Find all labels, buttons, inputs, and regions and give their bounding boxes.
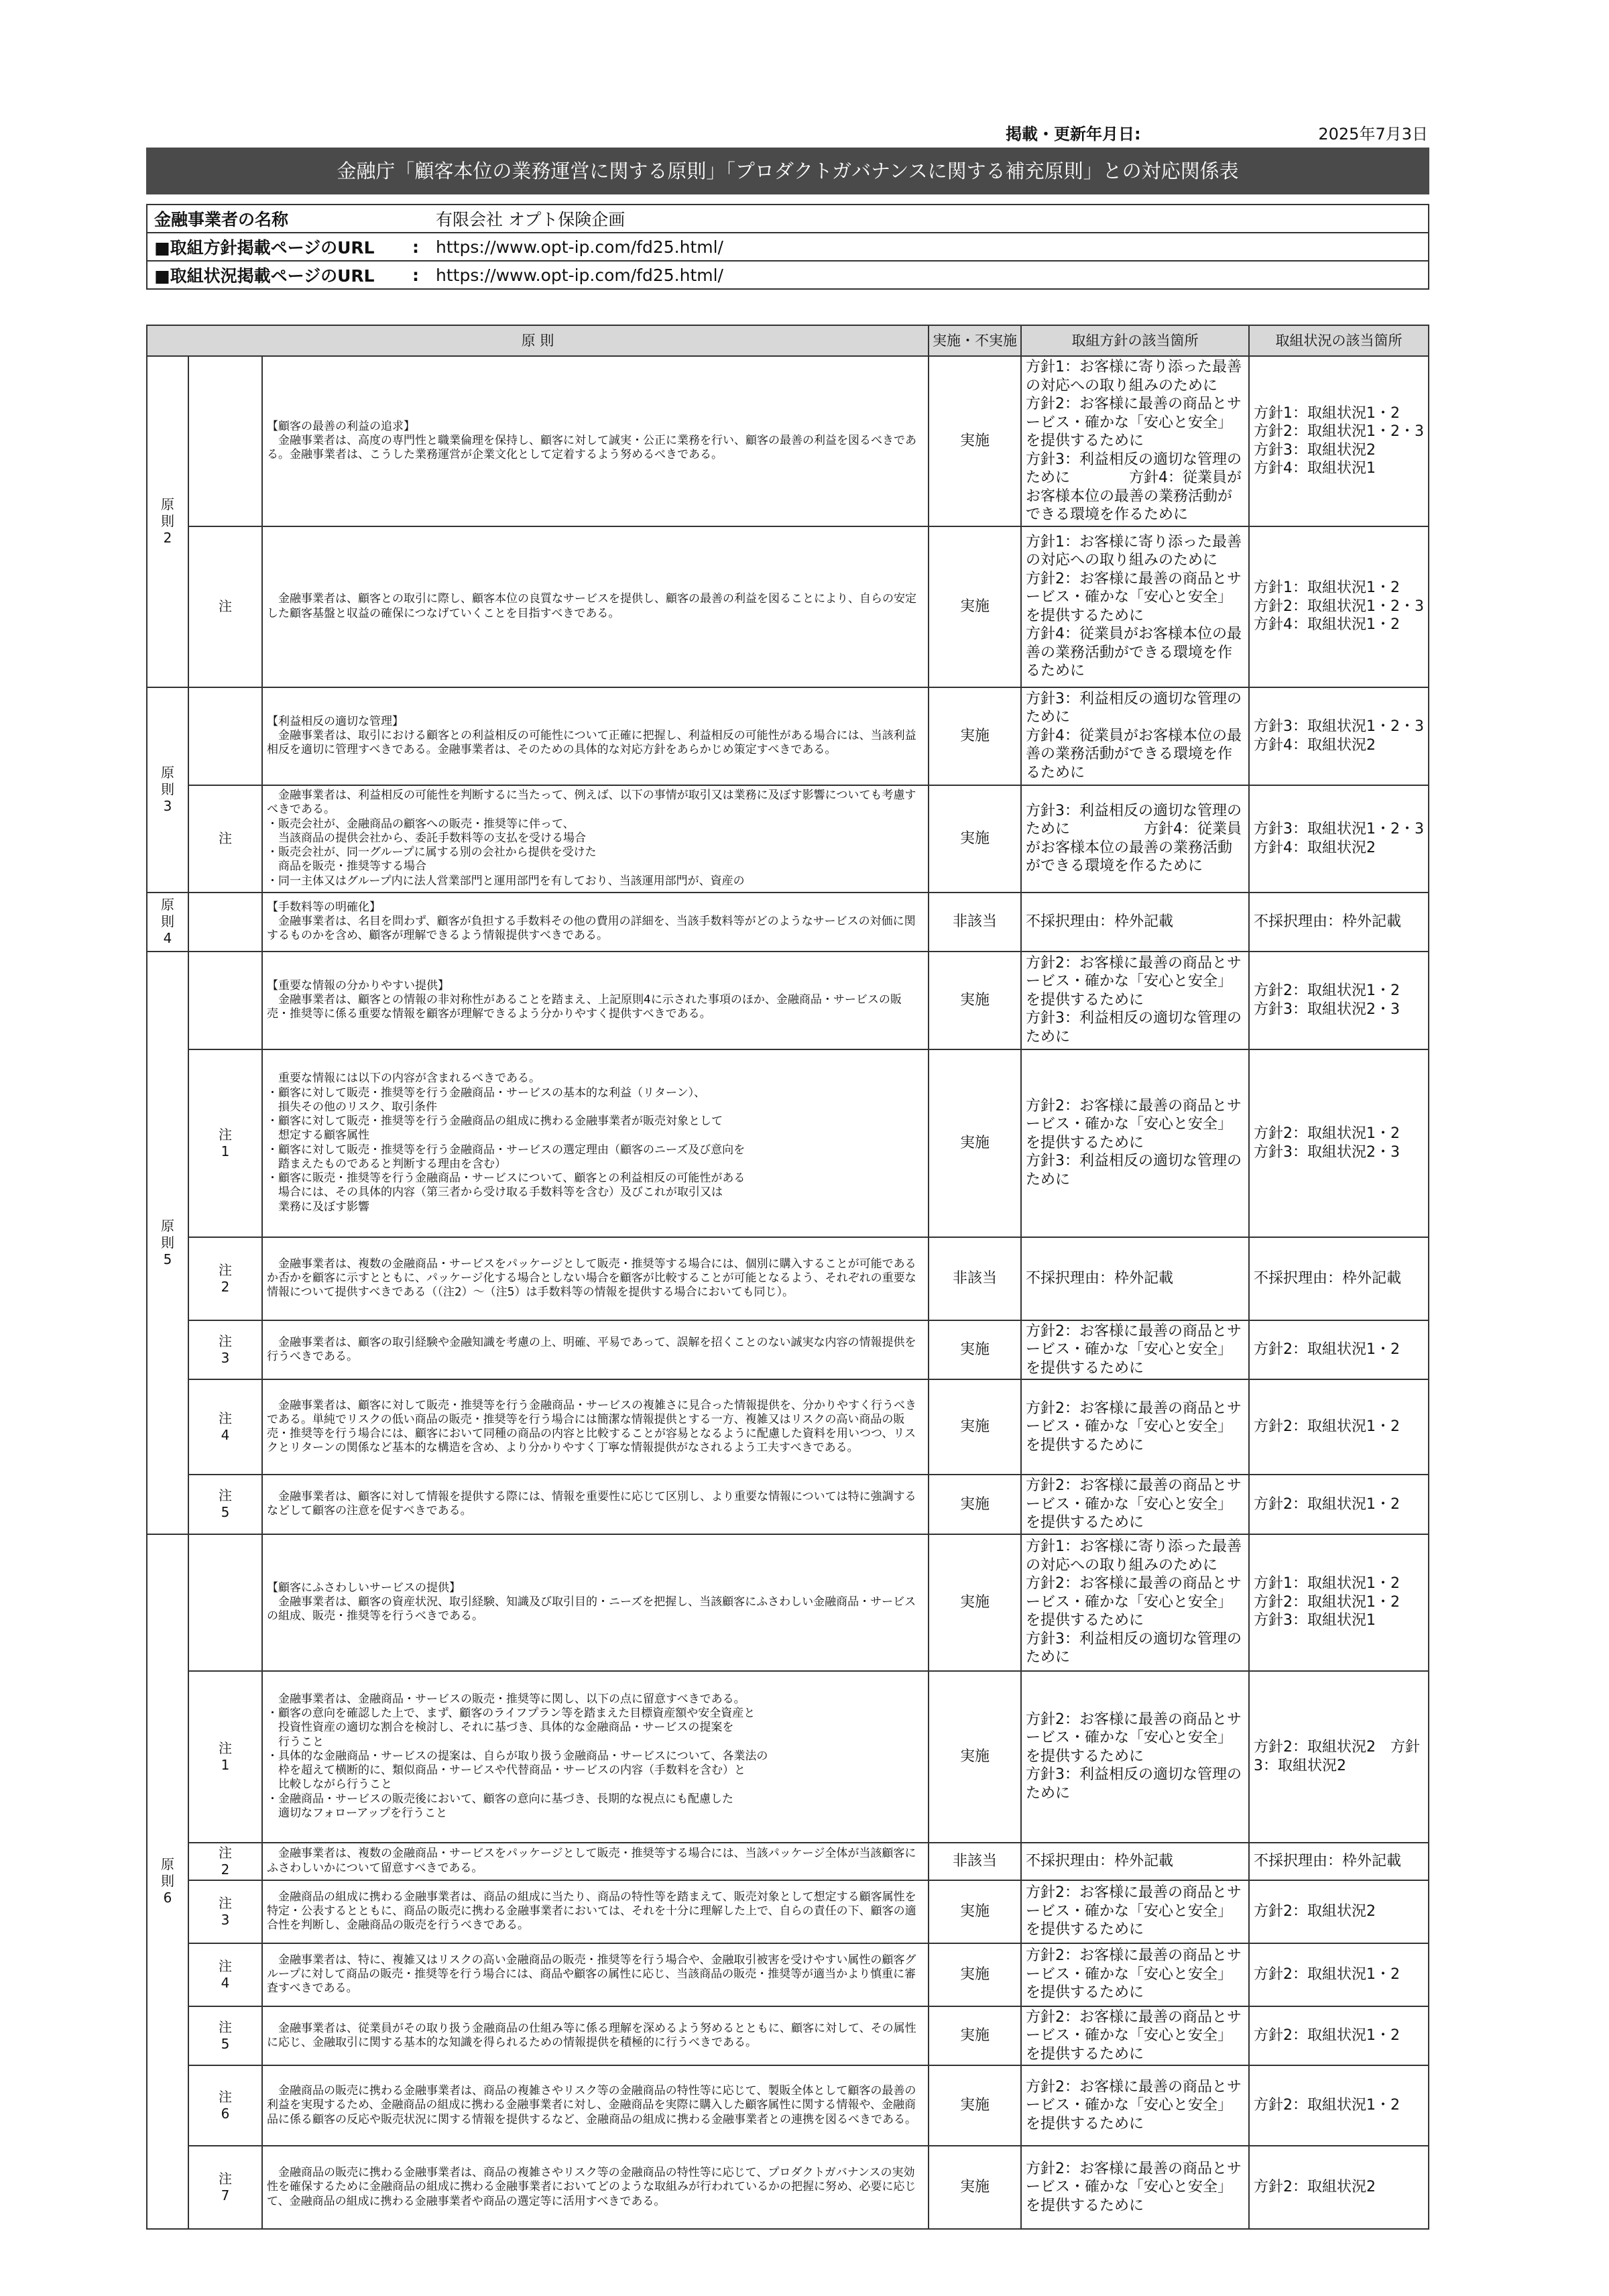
implementation-status: 実施 xyxy=(929,526,1021,687)
implementation-status: 実施 xyxy=(929,1671,1021,1843)
company-row xyxy=(147,205,1429,233)
table-row xyxy=(147,952,1429,1049)
note-number: 注 1 xyxy=(188,1049,262,1237)
principle-number-label: 原 則 4 xyxy=(161,897,174,946)
principle-text: 金融事業者は、特に、複雑又はリスクの高い金融商品の販売・推奨等を行う場合や、金融取引被害を受けやすい属性の顧客グループに対して商品の販売・推奨等を行う場合には、商品や顧客の属性に応じ、当該商品の販売・推奨等が適当かより慎重に審査すべきである。 xyxy=(262,1943,929,2006)
policy-reference: 方針2：お客様に最善の商品とサービス・確かな「安心と安全」を提供するために 方針3：利益相反の適切な管理のために xyxy=(1021,1049,1249,1237)
note-number: 注 2 xyxy=(188,1843,262,1880)
status-reference: 方針2：取組状況2 xyxy=(1249,1880,1429,1943)
note-number: 注 5 xyxy=(188,1475,262,1534)
table-row xyxy=(147,1534,1429,1671)
principle-number-label: 原 則 3 xyxy=(161,764,174,814)
table-row xyxy=(147,687,1429,785)
table-body xyxy=(147,356,1429,2229)
principle-text: 金融商品の組成に携わる金融事業者は、商品の組成に当たり、商品の特性等を踏まえて、販売対象として想定する顧客属性を特定・公表するとともに、商品の販売に携わる金融事業者においては、それを十分に理解した上で、自らの責任の下、顧客の適合性を判断し、金融商品の販売を行うべきである。 xyxy=(262,1880,929,1943)
status-url-label: ■取組状況掲載ページのURL xyxy=(147,261,402,289)
note-number xyxy=(188,952,262,1049)
implementation-status: 実施 xyxy=(929,952,1021,1049)
implementation-status: 実施 xyxy=(929,687,1021,785)
company-name: 有限会社 オプト保険企画 xyxy=(429,205,1429,233)
status-reference: 方針2：取組状況1・2 方針3：取組状況2・3 xyxy=(1249,952,1429,1049)
principle-text: 【利益相反の適切な管理】 金融事業者は、取引における顧客との利益相反の可能性について正確に把握し、利益相反の可能性がある場合には、当該利益相反を適切に管理すべきである。金融事業者は、そのための具体的な対応方針をあらかじめ策定すべきである。 xyxy=(262,687,929,785)
policy-reference: 方針2：お客様に最善の商品とサービス・確かな「安心と安全」を提供するために 方針3：利益相反の適切な管理のために xyxy=(1021,1671,1249,1843)
implementation-status: 実施 xyxy=(929,1475,1021,1534)
principle-number xyxy=(147,687,188,893)
status-url[interactable]: https://www.opt-ip.com/fd25.html/ xyxy=(429,261,1429,289)
principle-number-label: 原 則 2 xyxy=(161,496,174,547)
implementation-status: 実施 xyxy=(929,785,1021,893)
note-number: 注 6 xyxy=(188,2065,262,2146)
implementation-status: 実施 xyxy=(929,1049,1021,1237)
policy-reference: 方針2：お客様に最善の商品とサービス・確かな「安心と安全」を提供するために 方針3：利益相反の適切な管理のために xyxy=(1021,952,1249,1049)
policy-reference: 方針1：お客様に寄り添った最善の対応への取り組みのために 方針2：お客様に最善の商品とサービス・確かな「安心と安全」を提供するために 方針3：利益相反の適切な管理のために 方針4：従業員がお客様本位の最善の業務活動ができる環境を作るために xyxy=(1021,356,1249,526)
policy-reference: 方針3：利益相反の適切な管理のために 方針4：従業員がお客様本位の最善の業務活動ができる環境を作るために xyxy=(1021,687,1249,785)
note-number: 注 4 xyxy=(188,1943,262,2006)
principle-text: 【顧客にふさわしいサービスの提供】 金融事業者は、顧客の資産状況、取引経験、知識及び取引目的・ニーズを把握し、当該顧客にふさわしい金融商品・サービスの組成、販売・推奨等を行うべきである。 xyxy=(262,1534,929,1671)
policy-reference: 方針2：お客様に最善の商品とサービス・確かな「安心と安全」を提供するために xyxy=(1021,1880,1249,1943)
update-date-line xyxy=(1006,121,1428,144)
status-reference: 方針3：取組状況1・2・3 方針4：取組状況2 xyxy=(1249,785,1429,893)
table-row xyxy=(147,356,1429,526)
policy-url-label: ■取組方針掲載ページのURL xyxy=(147,233,402,261)
note-number: 注 3 xyxy=(188,1320,262,1380)
status-reference: 方針2：取組状況1・2 方針3：取組状況2・3 xyxy=(1249,1049,1429,1237)
implementation-status: 実施 xyxy=(929,2146,1021,2229)
status-reference: 方針1：取組状況1・2 方針2：取組状況1・2・3 方針3：取組状況2 方針4：取組状況1 xyxy=(1249,356,1429,526)
note-number xyxy=(188,893,262,952)
table-row xyxy=(147,526,1429,687)
status-reference: 不採択理由：枠外記載 xyxy=(1249,893,1429,952)
implementation-status: 実施 xyxy=(929,356,1021,526)
header-implemented: 実施・不実施 xyxy=(929,325,1021,356)
principle-number xyxy=(147,893,188,952)
note-number: 注 5 xyxy=(188,2006,262,2066)
principle-text: 金融事業者は、従業員がその取り扱う金融商品の仕組み等に係る理解を深めるよう努めるとともに、顧客に対して、その属性に応じ、金融取引に関する基本的な知識を得られるための情報提供を積極的に行うべきである。 xyxy=(262,2006,929,2066)
status-reference: 不採択理由：枠外記載 xyxy=(1249,1237,1429,1320)
principle-number-label: 原 則 6 xyxy=(161,1856,174,1906)
status-reference: 方針2：取組状況1・2 xyxy=(1249,2006,1429,2066)
note-number: 注 3 xyxy=(188,1880,262,1943)
note-number: 注 4 xyxy=(188,1379,262,1475)
principle-text: 金融事業者は、複数の金融商品・サービスをパッケージとして販売・推奨等する場合には、当該パッケージ全体が当該顧客にふさわしいかについて留意すべきである。 xyxy=(262,1843,929,1880)
status-url-row xyxy=(147,261,1429,289)
note-number xyxy=(188,687,262,785)
status-reference: 方針1：取組状況1・2 方針2：取組状況1・2・3 方針4：取組状況1・2 xyxy=(1249,526,1429,687)
note-number: 注 7 xyxy=(188,2146,262,2229)
company-label: 金融事業者の名称 xyxy=(147,205,402,233)
implementation-status: 実施 xyxy=(929,2065,1021,2146)
policy-reference: 不採択理由：枠外記載 xyxy=(1021,893,1249,952)
table-row xyxy=(147,1379,1429,1475)
table-row xyxy=(147,1880,1429,1943)
status-reference: 方針1：取組状況1・2 方針2：取組状況1・2 方針3：取組状況1 xyxy=(1249,1534,1429,1671)
company-sep xyxy=(402,205,429,233)
status-reference: 不採択理由：枠外記載 xyxy=(1249,1843,1429,1880)
table-row xyxy=(147,1671,1429,1843)
note-number: 注 1 xyxy=(188,1671,262,1843)
table-row xyxy=(147,2065,1429,2146)
implementation-status: 実施 xyxy=(929,1943,1021,2006)
date-value: 2025年7月3日 xyxy=(1318,125,1428,144)
table-row xyxy=(147,785,1429,893)
table-row xyxy=(147,1475,1429,1534)
table-row xyxy=(147,1049,1429,1237)
table-row xyxy=(147,1943,1429,2006)
implementation-status: 非該当 xyxy=(929,893,1021,952)
table-header-row xyxy=(147,325,1429,356)
principle-text: 【顧客の最善の利益の追求】 金融事業者は、高度の専門性と職業倫理を保持し、顧客に対して誠実・公正に業務を行い、顧客の最善の利益を図るべきである。金融事業者は、こうした業務運営が企業文化として定着するよう努めるべきである。 xyxy=(262,356,929,526)
principle-text: 【手数料等の明確化】 金融事業者は、名目を問わず、顧客が負担する手数料その他の費用の詳細を、当該手数料等がどのようなサービスの対価に関するものかを含め、顧客が理解できるよう情報提供すべきである。 xyxy=(262,893,929,952)
status-reference: 方針2：取組状況2 方針3：取組状況2 xyxy=(1249,1671,1429,1843)
note-number: 注 xyxy=(188,526,262,687)
principle-text: 金融事業者は、金融商品・サービスの販売・推奨等に関し、以下の点に留意すべきである。 ・顧客の意向を確認した上で、まず、顧客のライフプラン等を踏まえた目標資産額や安全資産と 投資性資産の適切な割合を検討し、それに基づき、具体的な金融商品・サービスの提案を 行うこと ・具体的な金融商品・サービスの提案は、自らが取り扱う金融商品・サービスについて、各業法の 枠を超えて横断的に、類似商品・サービスや代替商品・サービスの内容（手数料を含む）と 比較しながら行うこと ・金融商品・サービスの販売後において、顧客の意向に基づき、長期的な視点にも配慮した 適切なフォローアップを行うこと xyxy=(262,1671,929,1843)
policy-reference: 方針2：お客様に最善の商品とサービス・確かな「安心と安全」を提供するために xyxy=(1021,1320,1249,1380)
implementation-status: 実施 xyxy=(929,1379,1021,1475)
policy-url-sep: : xyxy=(402,233,429,261)
status-reference: 方針2：取組状況1・2 xyxy=(1249,1475,1429,1534)
policy-reference: 方針2：お客様に最善の商品とサービス・確かな「安心と安全」を提供するために xyxy=(1021,2146,1249,2229)
policy-reference: 方針2：お客様に最善の商品とサービス・確かな「安心と安全」を提供するために xyxy=(1021,1379,1249,1475)
note-number: 注 2 xyxy=(188,1237,262,1320)
policy-reference: 方針1：お客様に寄り添った最善の対応への取り組みのために 方針2：お客様に最善の商品とサービス・確かな「安心と安全」を提供するために 方針3：利益相反の適切な管理のために xyxy=(1021,1534,1249,1671)
status-reference: 方針2：取組状況2 xyxy=(1249,2146,1429,2229)
principle-text: 金融事業者は、複数の金融商品・サービスをパッケージとして販売・推奨等する場合には、個別に購入することが可能であるか否かを顧客に示すとともに、パッケージ化する場合としない場合を顧客が比較することが可能となるよう、それぞれの重要な情報について提供すべきである（（注2）～（注5）は手数料等の情報を提供する場合においても同じ）。 xyxy=(262,1237,929,1320)
implementation-status: 実施 xyxy=(929,1534,1021,1671)
principle-number xyxy=(147,356,188,687)
table-row xyxy=(147,893,1429,952)
implementation-status: 非該当 xyxy=(929,1237,1021,1320)
principle-text: 金融事業者は、顧客の取引経験や金融知識を考慮の上、明確、平易であって、誤解を招くことのない誠実な内容の情報提供を行うべきである。 xyxy=(262,1320,929,1380)
status-reference: 方針3：取組状況1・2・3 方針4：取組状況2 xyxy=(1249,687,1429,785)
company-info-table xyxy=(146,204,1429,290)
policy-reference: 不採択理由：枠外記載 xyxy=(1021,1237,1249,1320)
table-row xyxy=(147,1237,1429,1320)
principle-text: 金融事業者は、顧客に対して情報を提供する際には、情報を重要性に応じて区別し、より重要な情報については特に強調するなどして顧客の注意を促すべきである。 xyxy=(262,1475,929,1534)
note-number: 注 xyxy=(188,785,262,893)
policy-reference: 方針2：お客様に最善の商品とサービス・確かな「安心と安全」を提供するために xyxy=(1021,2006,1249,2066)
policy-reference: 方針1：お客様に寄り添った最善の対応への取り組みのために 方針2：お客様に最善の商品とサービス・確かな「安心と安全」を提供するために 方針4：従業員がお客様本位の最善の業務活動ができる環境を作るために xyxy=(1021,526,1249,687)
principle-number xyxy=(147,952,188,1534)
principle-text: 金融事業者は、顧客に対して販売・推奨等を行う金融商品・サービスの複雑さに見合った情報提供を、分かりやすく行うべきである。単純でリスクの低い商品の販売・推奨等を行う場合には簡潔な情報提供とする一方、複雑又はリスクの高い商品の販売・推奨等を行う場合には、顧客において同種の商品の内容と比較することが容易となるように配慮した資料を用いつつ、リスクとリターンの関係など基本的な構造を含め、より分かりやすく丁寧な情報提供がなされるよう工夫すべきである。 xyxy=(262,1379,929,1475)
status-reference: 方針2：取組状況1・2 xyxy=(1249,1320,1429,1380)
principle-text: 金融事業者は、顧客との取引に際し、顧客本位の良質なサービスを提供し、顧客の最善の利益を図ることにより、自らの安定した顧客基盤と収益の確保につなげていくことを目指すべきである。 xyxy=(262,526,929,687)
status-reference: 方針2：取組状況1・2 xyxy=(1249,2065,1429,2146)
status-reference: 方針2：取組状況1・2 xyxy=(1249,1943,1429,2006)
table-row xyxy=(147,1320,1429,1380)
correspondence-table xyxy=(146,325,1429,2230)
header-policy: 取組方針の該当箇所 xyxy=(1021,325,1249,356)
status-url-sep: : xyxy=(402,261,429,289)
principle-text: 重要な情報には以下の内容が含まれるべきである。 ・顧客に対して販売・推奨等を行う金融商品・サービスの基本的な利益（リターン）、 損失その他のリスク、取引条件 ・顧客に対して販売・推奨等を行う金融商品の組成に携わる金融事業者が販売対象として 想定する顧客属性 ・顧客に対して販売・推奨等を行う金融商品・サービスの選定理由（顧客のニーズ及び意向を 踏まえたものであると判断する理由を含む） ・顧客に販売・推奨等を行う金融商品・サービスについて、顧客との利益相反の可能性がある 場合には、その具体的内容（第三者から受け取る手数料等を含む）及びこれが取引又は 業務に及ぼす影響 xyxy=(262,1049,929,1237)
header-principle: 原 則 xyxy=(147,325,929,356)
date-label: 掲載・更新年月日: xyxy=(1006,125,1141,144)
principle-text: 金融商品の販売に携わる金融事業者は、商品の複雑さやリスク等の金融商品の特性等に応じて、プロダクトガバナンスの実効性を確保するために金融商品の組成に携わる金融事業者においてどのような取組みが行われているかの把握に努め、必要に応じて、金融商品の組成に携わる金融事業者や商品の選定等に活用すべきである。 xyxy=(262,2146,929,2229)
principle-number-label: 原 則 5 xyxy=(161,1217,174,1267)
implementation-status: 非該当 xyxy=(929,1843,1021,1880)
policy-reference: 方針2：お客様に最善の商品とサービス・確かな「安心と安全」を提供するために xyxy=(1021,1475,1249,1534)
policy-reference: 不採択理由：枠外記載 xyxy=(1021,1843,1249,1880)
principle-number xyxy=(147,1534,188,2230)
table-row xyxy=(147,1843,1429,1880)
principle-text: 金融商品の販売に携わる金融事業者は、商品の複雑さやリスク等の金融商品の特性等に応じて、製販全体として顧客の最善の利益を実現するため、金融商品の組成に携わる金融事業者に対し、金融商品を実際に購入した顧客属性に関する情報や、金融商品に係る顧客の反応や販売状況に関する情報を提供するなど、金融商品の組成に携わる金融事業者との連携を図るべきである。 xyxy=(262,2065,929,2146)
status-reference: 方針2：取組状況1・2 xyxy=(1249,1379,1429,1475)
policy-reference: 方針2：お客様に最善の商品とサービス・確かな「安心と安全」を提供するために xyxy=(1021,1943,1249,2006)
table-row xyxy=(147,2006,1429,2066)
principle-text: 金融事業者は、利益相反の可能性を判断するに当たって、例えば、以下の事情が取引又は業務に及ぼす影響についても考慮すべきである。 ・販売会社が、金融商品の顧客への販売・推奨等に伴って、 当該商品の提供会社から、委託手数料等の支払を受ける場合 ・販売会社が、同一グループに属する別の会社から提供を受けた 商品を販売・推奨等する場合 ・同一主体又はグループ内に法人営業部門と運用部門を有しており、当該運用部門が、資産の xyxy=(262,785,929,893)
page-title: 金融庁「顧客本位の業務運営に関する原則」「プロダクトガバナンスに関する補充原則」との対応関係表 xyxy=(146,148,1429,194)
note-number xyxy=(188,356,262,526)
implementation-status: 実施 xyxy=(929,1880,1021,1943)
policy-url-row xyxy=(147,233,1429,261)
note-number xyxy=(188,1534,262,1671)
policy-reference: 方針3：利益相反の適切な管理のために 方針4：従業員がお客様本位の最善の業務活動ができる環境を作るために xyxy=(1021,785,1249,893)
policy-url[interactable]: https://www.opt-ip.com/fd25.html/ xyxy=(429,233,1429,261)
policy-reference: 方針2：お客様に最善の商品とサービス・確かな「安心と安全」を提供するために xyxy=(1021,2065,1249,2146)
header-status: 取組状況の該当箇所 xyxy=(1249,325,1429,356)
table-row xyxy=(147,2146,1429,2229)
implementation-status: 実施 xyxy=(929,2006,1021,2066)
implementation-status: 実施 xyxy=(929,1320,1021,1380)
principle-text: 【重要な情報の分かりやすい提供】 金融事業者は、顧客との情報の非対称性があることを踏まえ、上記原則4に示された事項のほか、金融商品・サービスの販売・推奨等に係る重要な情報を顧客が理解できるよう分かりやすく提供すべきである。 xyxy=(262,952,929,1049)
